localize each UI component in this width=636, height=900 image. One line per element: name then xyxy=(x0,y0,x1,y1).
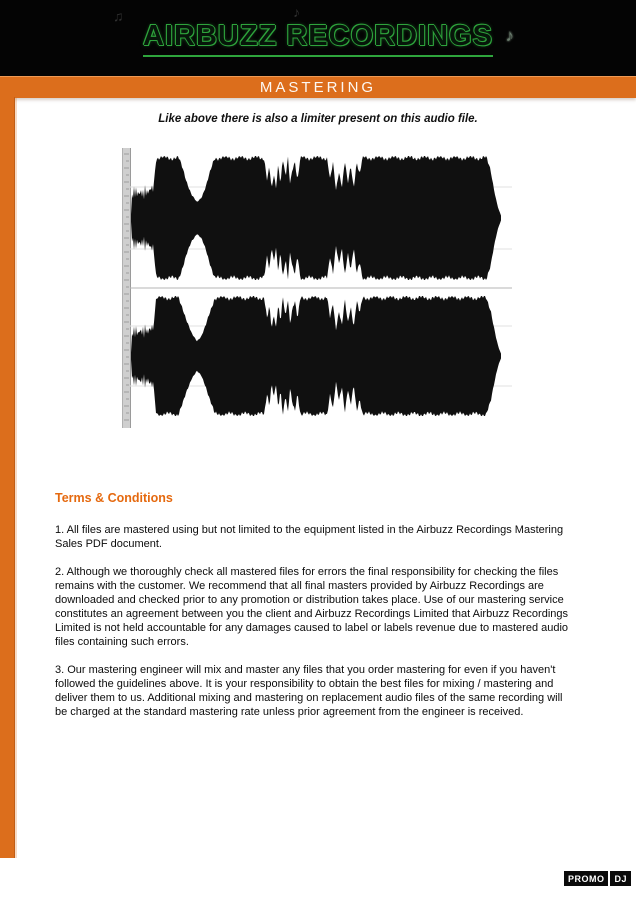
waveform-svg xyxy=(122,148,512,429)
logo-text: AIRBUZZ RECORDINGS xyxy=(143,19,493,52)
music-note-icon: ♪ xyxy=(293,3,302,20)
terms-paragraph-3: 3. Our mastering engineer will mix and master any files that you order mastering for even if you haven't followed the guidelines above. It is your responsibility to obtain the best files for mixing / mastering and deliver them to us. Additional mixing and mastering on replacement audio files of the same recording will be charged at the standard mastering rate unless prior agreement from the engineer is received. xyxy=(55,664,563,718)
airbuzz-logo[interactable] xyxy=(113,3,515,57)
terms-paragraph-1: 1. All files are mastered using but not limited to the equipment listed in the Airbuzz Recordings Mastering Sales PDF document. xyxy=(55,524,564,550)
page-title: MASTERING xyxy=(259,79,377,96)
promodj-promo-label: PROMO xyxy=(564,871,609,886)
left-border-strip xyxy=(0,97,15,858)
music-note-icon: ♪ xyxy=(505,25,515,45)
terms-section xyxy=(55,491,571,733)
waveform-image xyxy=(122,148,512,429)
promodj-dj-label: DJ xyxy=(610,871,631,886)
music-note-icon: ♫ xyxy=(113,7,125,24)
waveform-caption: Like above there is also a limiter present on this audio file. xyxy=(158,113,478,125)
terms-paragraph-2: 2. Although we thoroughly check all mastered files for errors the final responsibility for checking the files remains with the customer. We recommend that all final masters provided by Airbuzz Recordings are downloaded and checked prior to any promotion or distribution takes place. Use of our mastering service constitutes an agreement between you the client and Airbuzz Recordings Limited that Airbuzz Recordings Limited is not held accountable for any damages caused to label or labels revenue due to mastered audio files containing such errors. xyxy=(55,566,569,648)
promodj-badge[interactable] xyxy=(564,871,631,886)
site-header xyxy=(0,0,636,76)
terms-heading: Terms & Conditions xyxy=(55,491,173,505)
mastering-banner xyxy=(0,76,636,98)
